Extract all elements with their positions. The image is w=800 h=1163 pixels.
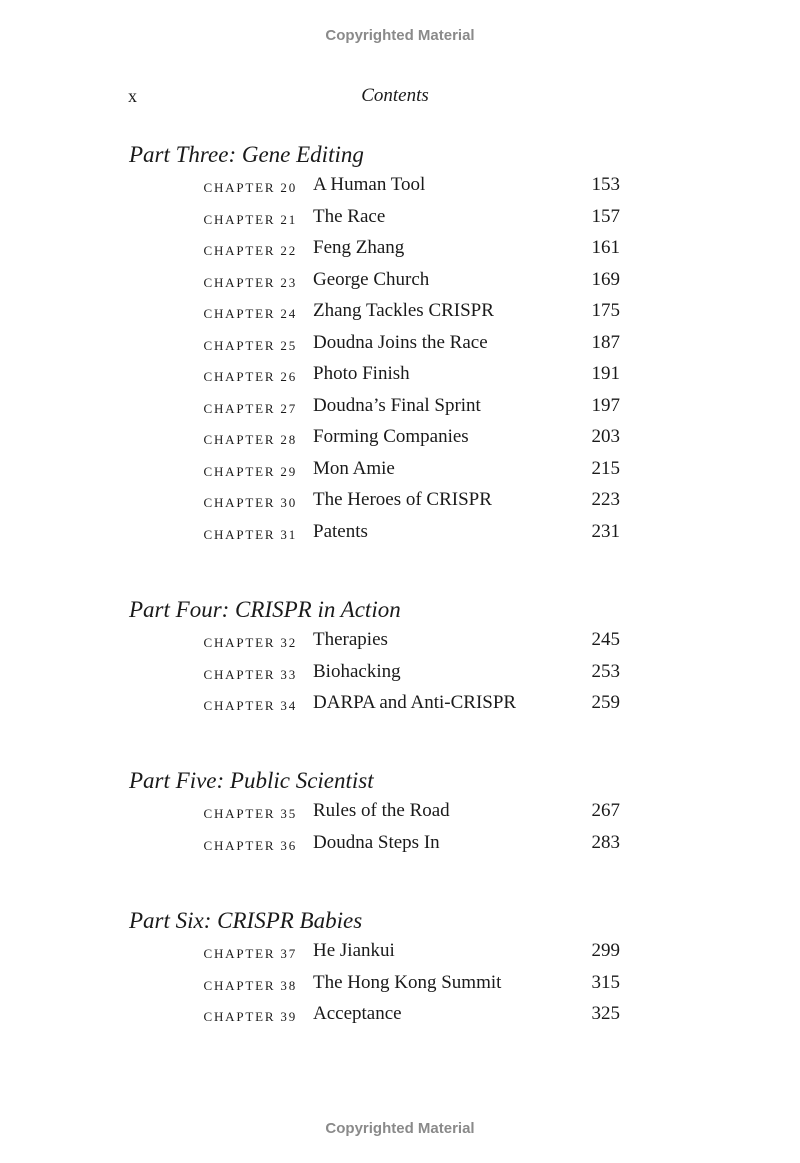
chapter-number: CHAPTER 38	[203, 977, 297, 993]
page-number: 231	[591, 520, 620, 542]
chapter-title: Acceptance	[313, 1003, 402, 1024]
page-number: 223	[591, 489, 620, 510]
chapter-title: Biohacking	[313, 660, 401, 682]
chapter-title: Patents	[313, 520, 368, 542]
chapter-title: He Jiankui	[313, 940, 395, 961]
chapter-number: CHAPTER 35	[203, 806, 297, 821]
chapter-title: Forming Companies	[313, 426, 469, 447]
toc-entry	[0, 800, 800, 832]
page-number: 161	[591, 237, 620, 258]
toc-entry	[0, 237, 800, 269]
part-title: Part Four: CRISPR in Action	[129, 597, 401, 622]
copyright-watermark-bottom: Copyrighted Material	[325, 1120, 475, 1137]
toc-entry	[0, 1003, 800, 1035]
toc-entry	[0, 489, 800, 521]
toc-entry	[0, 426, 800, 458]
chapter-list	[0, 800, 800, 863]
chapter-number: CHAPTER 36	[203, 837, 297, 853]
toc-entry	[0, 174, 800, 206]
chapter-number: CHAPTER 32	[203, 635, 297, 650]
chapter-title: Rules of the Road	[313, 800, 450, 821]
page-number: 191	[591, 363, 620, 384]
part-title: Part Six: CRISPR Babies	[129, 908, 363, 933]
page-number: 153	[591, 174, 620, 195]
page-folio: x	[128, 86, 137, 106]
page-number: 197	[591, 394, 620, 416]
chapter-title: The Heroes of CRISPR	[313, 489, 492, 510]
toc-entry	[0, 940, 800, 972]
part-title: Part Three: Gene Editing	[129, 142, 364, 167]
page-number: 299	[591, 940, 620, 961]
toc-entry	[0, 972, 800, 1004]
chapter-number: CHAPTER 21	[203, 211, 297, 227]
page-number: 283	[591, 831, 620, 853]
toc-entry	[0, 363, 800, 395]
chapter-title: DARPA and Anti-CRISPR	[313, 692, 517, 713]
page-number: 157	[591, 205, 620, 227]
chapter-title: Zhang Tackles CRISPR	[313, 300, 494, 321]
toc-entry	[0, 395, 800, 427]
page-number: 315	[591, 971, 620, 993]
chapter-list	[0, 940, 800, 1035]
toc-entry	[0, 832, 800, 864]
toc-entry	[0, 661, 800, 693]
chapter-number: CHAPTER 33	[203, 666, 297, 682]
chapter-list	[0, 629, 800, 724]
toc-entry	[0, 332, 800, 364]
chapter-list	[0, 174, 800, 552]
chapter-number: CHAPTER 24	[203, 306, 297, 321]
page-number: 267	[591, 800, 620, 821]
toc-entry	[0, 692, 800, 724]
running-head: Contents	[361, 85, 429, 106]
chapter-number: CHAPTER 39	[203, 1009, 297, 1024]
page-number: 245	[591, 629, 620, 650]
page-number: 215	[591, 457, 620, 479]
chapter-title: Doudna Steps In	[313, 831, 440, 853]
part-title: Part Five: Public Scientist	[129, 768, 374, 793]
toc-entry	[0, 521, 800, 553]
chapter-number: CHAPTER 28	[203, 432, 297, 447]
toc-entry	[0, 269, 800, 301]
chapter-number: CHAPTER 25	[203, 337, 297, 353]
toc-entry	[0, 458, 800, 490]
toc-entry	[0, 300, 800, 332]
chapter-number: CHAPTER 26	[203, 369, 297, 384]
chapter-number: CHAPTER 23	[203, 274, 297, 290]
chapter-number: CHAPTER 27	[203, 400, 297, 416]
chapter-title: George Church	[313, 268, 430, 290]
page-number: 259	[591, 692, 620, 713]
chapter-title: Photo Finish	[313, 363, 410, 384]
chapter-title: The Hong Kong Summit	[313, 971, 502, 993]
chapter-title: A Human Tool	[313, 174, 426, 195]
chapter-number: CHAPTER 29	[203, 463, 297, 479]
chapter-title: Therapies	[313, 629, 388, 650]
page-number: 169	[591, 268, 620, 290]
chapter-number: CHAPTER 22	[203, 243, 297, 258]
page-number: 325	[591, 1003, 620, 1024]
chapter-number: CHAPTER 37	[203, 946, 297, 961]
chapter-number: CHAPTER 20	[203, 180, 297, 195]
chapter-title: Doudna’s Final Sprint	[313, 394, 481, 416]
page-number: 187	[591, 331, 620, 353]
page-number: 175	[591, 300, 620, 321]
copyright-watermark-top: Copyrighted Material	[325, 27, 475, 44]
page-number: 203	[591, 426, 620, 447]
page-number: 253	[591, 660, 620, 682]
toc-entry	[0, 206, 800, 238]
chapter-number: CHAPTER 31	[203, 526, 297, 542]
chapter-number: CHAPTER 30	[203, 495, 297, 510]
chapter-title: The Race	[313, 205, 386, 227]
chapter-title: Doudna Joins the Race	[313, 331, 488, 353]
chapter-title: Mon Amie	[313, 457, 395, 479]
chapter-number: CHAPTER 34	[203, 698, 297, 713]
chapter-title: Feng Zhang	[313, 237, 405, 258]
toc-entry	[0, 629, 800, 661]
